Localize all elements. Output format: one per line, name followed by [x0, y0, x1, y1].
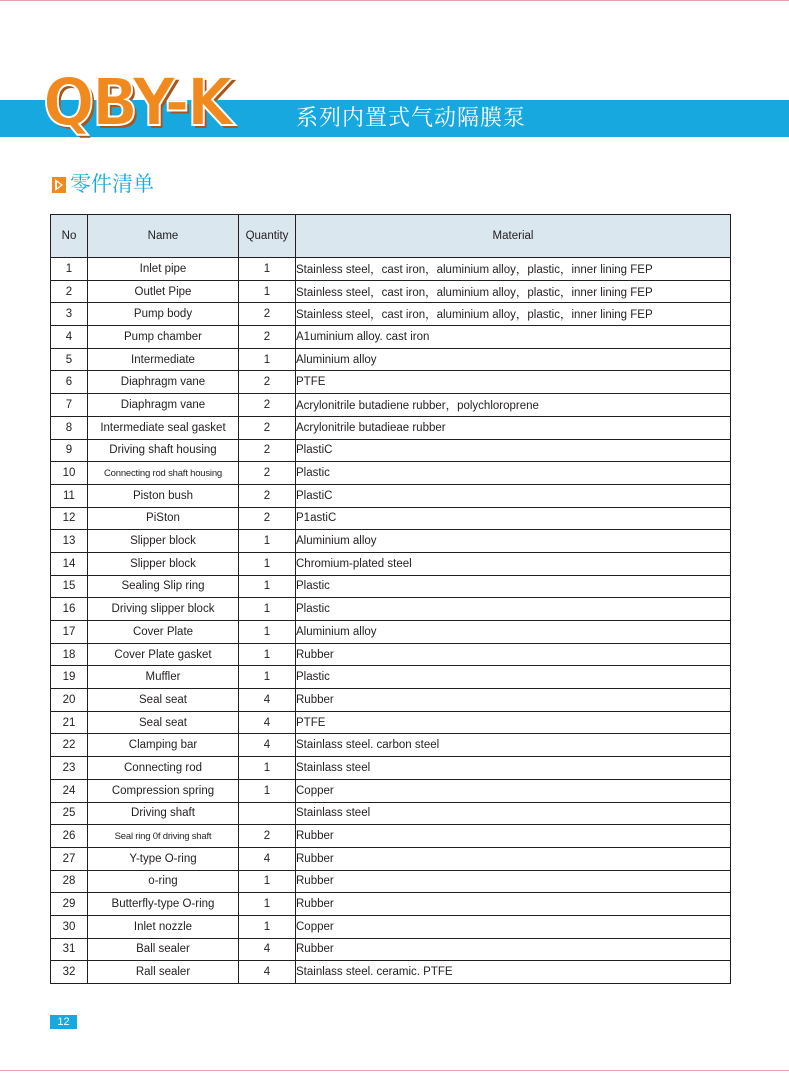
- cell-material: PTFE: [296, 371, 731, 394]
- cell-name: Outlet Pipe: [88, 280, 239, 303]
- cell-name: Muffler: [88, 666, 239, 689]
- cell-quantity: 1: [239, 598, 296, 621]
- table-row: [51, 348, 731, 371]
- cell-material: Aluminium alloy: [296, 530, 731, 553]
- cell-material: Stainless steel，cast iron，aluminium alloy，plastic，inner lining FEP: [296, 280, 731, 303]
- series-subtitle: 系列内置式气动隔膜泵: [296, 106, 527, 131]
- table-row: [51, 938, 731, 961]
- cell-quantity: 1: [239, 575, 296, 598]
- cell-material: PTFE: [296, 711, 731, 734]
- cell-quantity: 4: [239, 961, 296, 984]
- table-row: [51, 734, 731, 757]
- cell-quantity: 1: [239, 666, 296, 689]
- cell-quantity: 2: [239, 484, 296, 507]
- table-row: [51, 484, 731, 507]
- table-row: [51, 575, 731, 598]
- cell-material: Acrylonitrile butadieae rubber: [296, 416, 731, 439]
- cell-material: Rubber: [296, 847, 731, 870]
- cell-no: 7: [51, 394, 88, 417]
- table-row: [51, 552, 731, 575]
- cell-name: Slipper block: [88, 530, 239, 553]
- cell-no: 23: [51, 757, 88, 780]
- table-row: [51, 915, 731, 938]
- cell-name: Butterfly-type O-ring: [88, 893, 239, 916]
- cell-material: Rubber: [296, 893, 731, 916]
- cell-name: Cover Plate: [88, 621, 239, 644]
- table-row: [51, 802, 731, 825]
- cell-quantity: 4: [239, 734, 296, 757]
- cell-no: 29: [51, 893, 88, 916]
- cell-name: Diaphragm vane: [88, 394, 239, 417]
- cell-no: 15: [51, 575, 88, 598]
- parts-table-body: [51, 258, 731, 984]
- cell-material: PlastiC: [296, 484, 731, 507]
- cell-no: 13: [51, 530, 88, 553]
- cell-no: 3: [51, 303, 88, 326]
- cell-quantity: [239, 802, 296, 825]
- cell-name: Compression spring: [88, 779, 239, 802]
- table-row: [51, 825, 731, 848]
- cell-quantity: 1: [239, 280, 296, 303]
- cell-no: 9: [51, 439, 88, 462]
- cell-quantity: 1: [239, 870, 296, 893]
- bottom-rule: [0, 1070, 789, 1071]
- cell-name: Piston bush: [88, 484, 239, 507]
- cell-name: Intermediate: [88, 348, 239, 371]
- cell-material: A1uminium alloy. cast iron: [296, 326, 731, 349]
- cell-no: 17: [51, 621, 88, 644]
- header-material: Material: [296, 215, 731, 258]
- cell-material: Stainlass steel: [296, 802, 731, 825]
- cell-quantity: 1: [239, 893, 296, 916]
- cell-quantity: 2: [239, 462, 296, 485]
- cell-material: PlastiC: [296, 439, 731, 462]
- parts-list-table: [50, 214, 731, 984]
- table-row: [51, 598, 731, 621]
- cell-no: 4: [51, 326, 88, 349]
- table-row: [51, 847, 731, 870]
- table-row: [51, 779, 731, 802]
- cell-name: Driving slipper block: [88, 598, 239, 621]
- cell-quantity: 2: [239, 303, 296, 326]
- cell-name: Rall sealer: [88, 961, 239, 984]
- table-row: [51, 394, 731, 417]
- cell-quantity: 1: [239, 915, 296, 938]
- cell-name: o-ring: [88, 870, 239, 893]
- cell-material: Rubber: [296, 689, 731, 712]
- cell-material: Stainlass steel. ceramic. PTFE: [296, 961, 731, 984]
- cell-material: Stainless steel，cast iron，aluminium alloy，plastic，inner lining FEP: [296, 303, 731, 326]
- table-row: [51, 689, 731, 712]
- cell-no: 25: [51, 802, 88, 825]
- cell-material: Rubber: [296, 643, 731, 666]
- cell-no: 2: [51, 280, 88, 303]
- cell-name: Driving shaft: [88, 802, 239, 825]
- header-no: No: [51, 215, 88, 258]
- cell-name: Sealing Slip ring: [88, 575, 239, 598]
- cell-quantity: 1: [239, 552, 296, 575]
- cell-no: 1: [51, 258, 88, 281]
- table-row: [51, 416, 731, 439]
- cell-material: Plastic: [296, 462, 731, 485]
- cell-name: Inlet pipe: [88, 258, 239, 281]
- table-row: [51, 530, 731, 553]
- table-row: [51, 893, 731, 916]
- cell-no: 20: [51, 689, 88, 712]
- cell-material: P1astiC: [296, 507, 731, 530]
- top-rule: [0, 0, 789, 1]
- cell-name: Seal ring 0f driving shaft: [88, 825, 239, 848]
- cell-no: 27: [51, 847, 88, 870]
- table-row: [51, 507, 731, 530]
- cell-material: Copper: [296, 779, 731, 802]
- cell-quantity: 2: [239, 394, 296, 417]
- header-quantity: Quantity: [239, 215, 296, 258]
- cell-name: Pump body: [88, 303, 239, 326]
- table-row: [51, 371, 731, 394]
- cell-quantity: 2: [239, 825, 296, 848]
- cell-name: Connecting rod shaft housing: [88, 462, 239, 485]
- cell-name: Clamping bar: [88, 734, 239, 757]
- cell-no: 26: [51, 825, 88, 848]
- cell-no: 11: [51, 484, 88, 507]
- cell-quantity: 4: [239, 847, 296, 870]
- cell-material: Plastic: [296, 666, 731, 689]
- cell-quantity: 1: [239, 779, 296, 802]
- cell-material: Stainlass steel. carbon steel: [296, 734, 731, 757]
- cell-material: Chromium-plated steel: [296, 552, 731, 575]
- cell-material: Rubber: [296, 938, 731, 961]
- cell-no: 18: [51, 643, 88, 666]
- table-row: [51, 258, 731, 281]
- table-row: [51, 326, 731, 349]
- table-row: [51, 870, 731, 893]
- cell-quantity: 2: [239, 439, 296, 462]
- cell-no: 21: [51, 711, 88, 734]
- table-row: [51, 280, 731, 303]
- cell-material: Stainless steel，cast iron，aluminium alloy，plastic，inner lining FEP: [296, 258, 731, 281]
- table-row: [51, 303, 731, 326]
- cell-no: 31: [51, 938, 88, 961]
- cell-name: Inlet nozzle: [88, 915, 239, 938]
- cell-material: Acrylonitrile butadiene rubber，polychloroprene: [296, 394, 731, 417]
- cell-no: 30: [51, 915, 88, 938]
- cell-material: Copper: [296, 915, 731, 938]
- cell-name: Diaphragm vane: [88, 371, 239, 394]
- header-name: Name: [88, 215, 239, 258]
- cell-quantity: 1: [239, 643, 296, 666]
- cell-quantity: 1: [239, 258, 296, 281]
- cell-material: Rubber: [296, 870, 731, 893]
- cell-no: 28: [51, 870, 88, 893]
- cell-material: Plastic: [296, 598, 731, 621]
- cell-no: 5: [51, 348, 88, 371]
- cell-no: 14: [51, 552, 88, 575]
- cell-name: Connecting rod: [88, 757, 239, 780]
- cell-quantity: 2: [239, 326, 296, 349]
- cell-name: Intermediate seal gasket: [88, 416, 239, 439]
- cell-name: Driving shaft housing: [88, 439, 239, 462]
- cell-no: 24: [51, 779, 88, 802]
- cell-name: Seal seat: [88, 689, 239, 712]
- cell-no: 8: [51, 416, 88, 439]
- cell-name: PiSton: [88, 507, 239, 530]
- cell-name: Pump chamber: [88, 326, 239, 349]
- cell-quantity: 2: [239, 416, 296, 439]
- cell-quantity: 1: [239, 757, 296, 780]
- cell-no: 12: [51, 507, 88, 530]
- cell-no: 22: [51, 734, 88, 757]
- brand-title: QBY-K: [43, 64, 232, 141]
- section-title: 零件清单: [70, 172, 154, 196]
- cell-no: 6: [51, 371, 88, 394]
- cell-quantity: 4: [239, 938, 296, 961]
- table-row: [51, 643, 731, 666]
- cell-name: Y-type O-ring: [88, 847, 239, 870]
- cell-quantity: 2: [239, 371, 296, 394]
- table-row: [51, 621, 731, 644]
- cell-material: Stainlass steel: [296, 757, 731, 780]
- cell-material: Aluminium alloy: [296, 348, 731, 371]
- cell-material: Aluminium alloy: [296, 621, 731, 644]
- cell-quantity: 2: [239, 507, 296, 530]
- table-row: [51, 666, 731, 689]
- cell-no: 10: [51, 462, 88, 485]
- cell-name: Ball sealer: [88, 938, 239, 961]
- table-row: [51, 711, 731, 734]
- cell-no: 16: [51, 598, 88, 621]
- cell-quantity: 4: [239, 711, 296, 734]
- table-row: [51, 757, 731, 780]
- table-row: [51, 961, 731, 984]
- cell-name: Seal seat: [88, 711, 239, 734]
- cell-material: Rubber: [296, 825, 731, 848]
- table-row: [51, 462, 731, 485]
- cell-quantity: 1: [239, 348, 296, 371]
- page-number: 12: [50, 1015, 77, 1029]
- cell-quantity: 1: [239, 621, 296, 644]
- table-header-row: [51, 215, 731, 258]
- cell-quantity: 1: [239, 530, 296, 553]
- cell-quantity: 4: [239, 689, 296, 712]
- cell-name: Cover Plate gasket: [88, 643, 239, 666]
- cell-name: Slipper block: [88, 552, 239, 575]
- cell-material: Plastic: [296, 575, 731, 598]
- section-arrow-icon: [52, 177, 66, 193]
- cell-no: 32: [51, 961, 88, 984]
- cell-no: 19: [51, 666, 88, 689]
- table-row: [51, 439, 731, 462]
